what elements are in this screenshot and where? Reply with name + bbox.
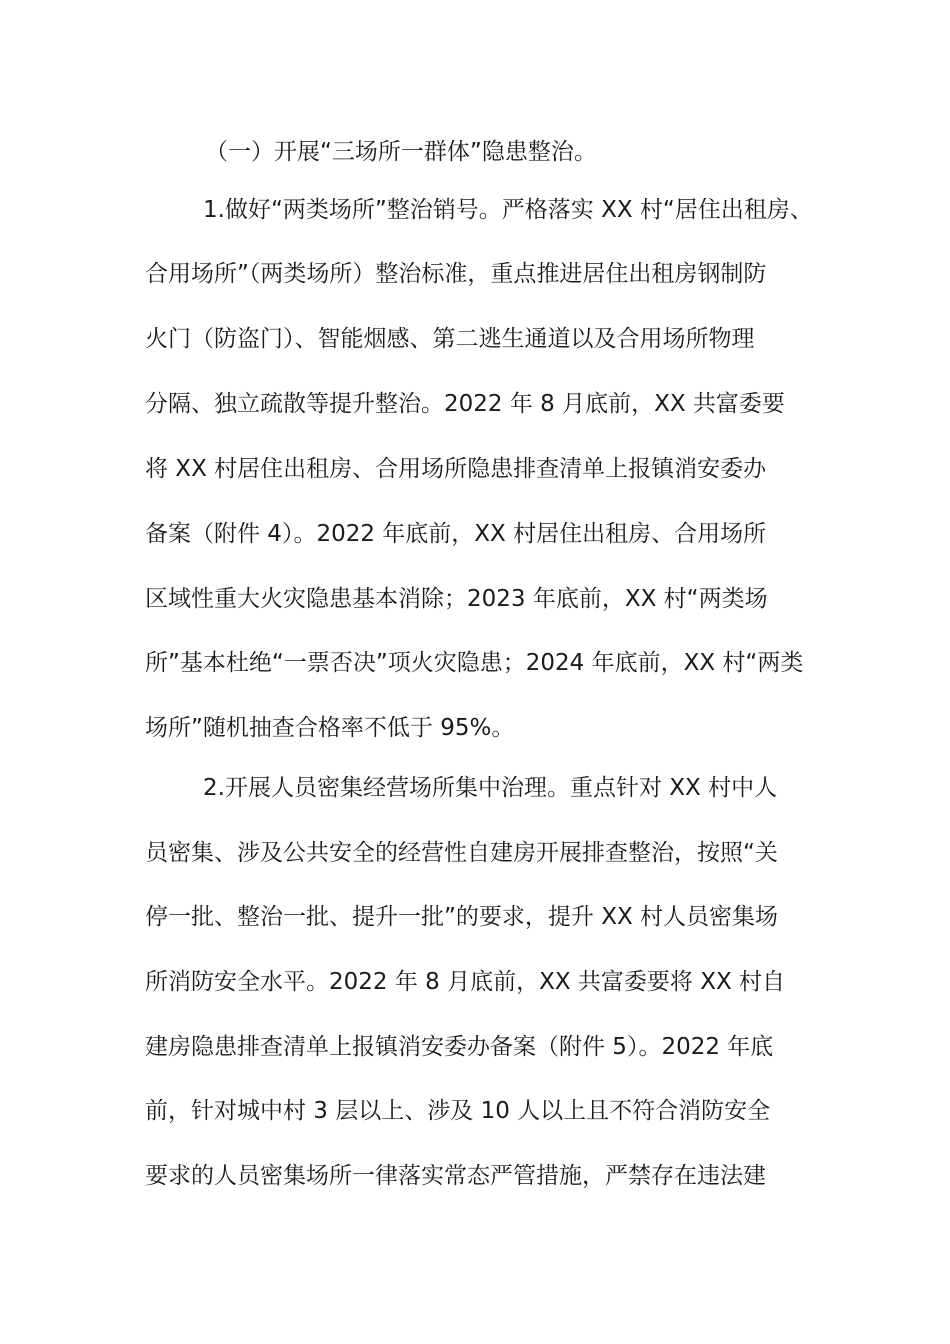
paragraph-1-line-8: 所”基本杜绝“一票否决”项火灾隐患；2024 年底前，XX 村“两类 (145, 650, 804, 676)
paragraph-1-line-5: 将 XX 村居住出租房、合用场所隐患排查清单上报镇消安委办 (145, 456, 767, 482)
paragraph-1-line-7: 区域性重大火灾隐患基本消除；2023 年底前，XX 村“两类场 (145, 586, 768, 612)
paragraph-2-line-4: 所消防安全水平。2022 年 8 月底前，XX 共富委要将 XX 村自 (145, 969, 786, 995)
paragraph-2-line-5: 建房隐患排查清单上报镇消安委办备案（附件 5）。2022 年底 (145, 1034, 774, 1060)
paragraph-1-line-9: 场所”随机抽查合格率不低于 95%。 (145, 715, 515, 741)
paragraph-1-line-4: 分隔、独立疏散等提升整治。2022 年 8 月底前，XX 共富委要 (145, 391, 785, 417)
paragraph-2-line-3: 停一批、整治一批、提升一批”的要求，提升 XX 村人员密集场 (145, 904, 779, 930)
paragraph-1-line-6: 备案（附件 4）。2022 年底前，XX 村居住出租房、合用场所 (145, 521, 767, 547)
paragraph-2-line-7: 要求的人员密集场所一律落实常态严管措施，严禁存在违法建 (145, 1163, 766, 1189)
paragraph-2-line-2: 员密集、涉及公共安全的经营性自建房开展排查整治，按照“关 (145, 840, 778, 866)
paragraph-2-line-1: 2.开展人员密集经营场所集中治理。重点针对 XX 村中人 (203, 775, 778, 801)
section-heading: （一）开展“三场所一群体”隐患整治。 (205, 139, 597, 165)
paragraph-1-line-2: 合用场所”（两类场所）整治标准，重点推进居住出租房钢制防 (145, 261, 767, 287)
paragraph-1-line-1: 1.做好“两类场所”整治销号。严格落实 XX 村“居住出租房、 (203, 197, 813, 223)
paragraph-1-line-3: 火门（防盗门）、智能烟感、第二逃生通道以及合用场所物理 (145, 326, 755, 352)
paragraph-2-line-6: 前，针对城中村 3 层以上、涉及 10 人以上且不符合消防安全 (145, 1098, 771, 1124)
